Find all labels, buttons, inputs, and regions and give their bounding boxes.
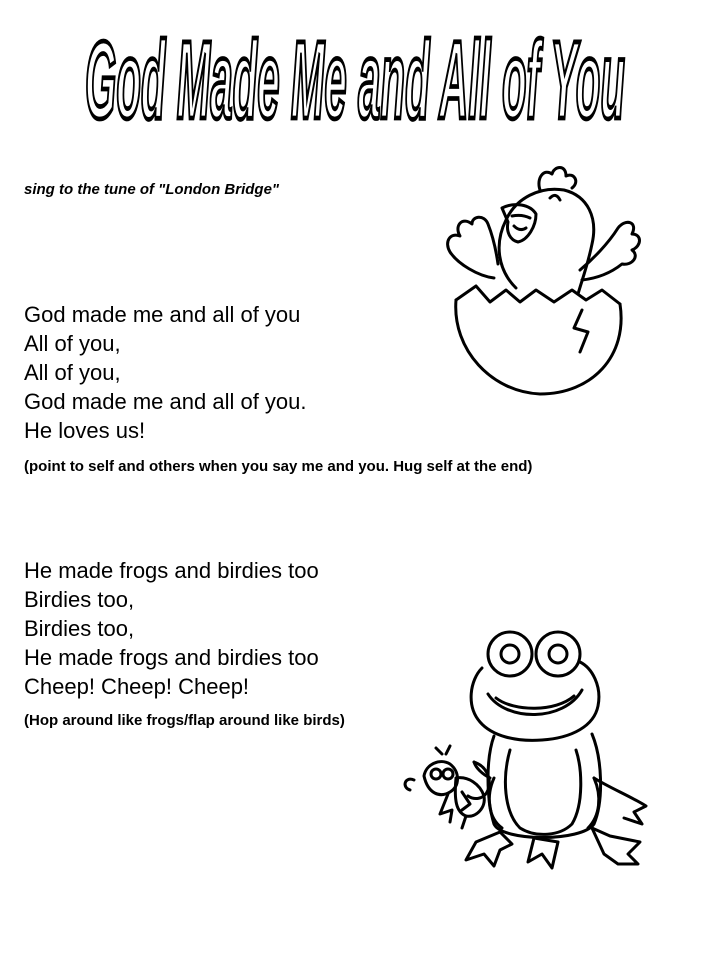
verse-2 — [24, 556, 319, 701]
page-title-text: God Made Me and All of You — [84, 17, 625, 140]
verse-line: He made frogs and birdies too — [24, 558, 319, 583]
verse-1 — [24, 300, 307, 445]
verse-line: God made me and all of you — [24, 302, 301, 327]
verse-line: He made frogs and birdies too — [24, 645, 319, 670]
verse-line: He loves us! — [24, 418, 146, 443]
verse-line: God made me and all of you. — [24, 389, 307, 414]
verse-line: Birdies too, — [24, 587, 135, 612]
verse-line: Birdies too, — [24, 616, 135, 641]
verse-line: All of you, — [24, 360, 121, 385]
song-tune-note: sing to the tune of "London Bridge" — [24, 181, 280, 198]
page-title — [70, 0, 640, 140]
frog-with-bird-icon — [396, 628, 660, 880]
verse-line: Cheep! Cheep! Cheep! — [24, 674, 250, 699]
verse-line: All of you, — [24, 331, 121, 356]
chick-hatching-icon — [432, 160, 644, 404]
verse-1-instruction: (point to self and others when you say me and you. Hug self at the end) — [24, 458, 533, 475]
verse-2-instruction: (Hop around like frogs/flap around like birds) — [24, 712, 345, 729]
